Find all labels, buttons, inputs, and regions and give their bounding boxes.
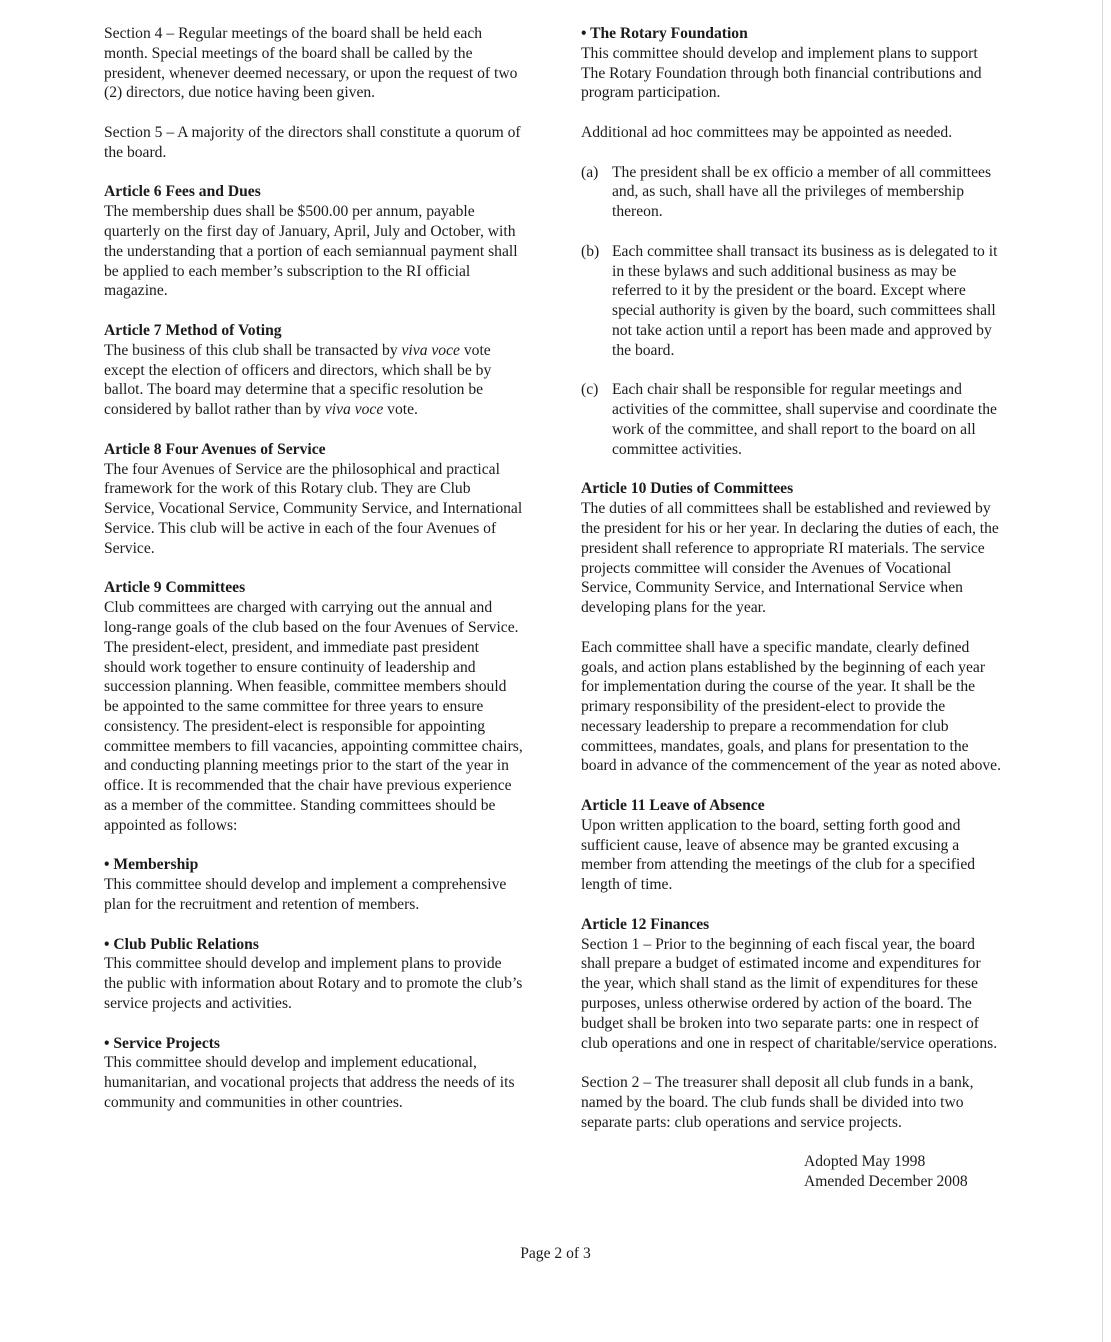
article-11-body: Upon written application to the board, setting forth good and sufficient cause, leave of absence may be granted excusing a member from attending the meetings of the club for a specified length of time. — [581, 816, 976, 894]
adopted-date: Adopted May 1998 — [804, 1153, 926, 1171]
list-item — [581, 380, 1001, 459]
article-7-body-part2: vote except the election of officers and directors, which shall be by ballot. The board may determine that a specific resolution be considered by ballot rather than by — [104, 341, 492, 419]
left-column — [104, 24, 524, 1133]
viva-voce-term: viva voce — [401, 341, 460, 359]
article-9-title: Article 9 Committees — [104, 579, 246, 597]
viva-voce-term: viva voce — [324, 401, 384, 419]
committee-service-projects-body: This committee should develop and implement educational, humanitarian, and vocational projects that address the needs of its community and communities in other countries. — [104, 1054, 515, 1112]
article-7 — [104, 321, 524, 420]
article-12-section-2: Section 2 – The treasurer shall deposit all club funds in a bank, named by the board. The club funds shall be divided into two separate parts: club operations and service projects. — [581, 1074, 974, 1131]
page-number: Page 2 of 3 — [520, 1245, 591, 1262]
list-item-text: Each chair shall be responsible for regular meetings and activities of the committee, shall supervise and coordinate the work of the committee, and shall report to the board on all committee activities. — [612, 381, 997, 458]
right-column — [581, 24, 1001, 1192]
list-item — [581, 163, 1001, 222]
section-5-paragraph: Section 5 – A majority of the directors shall constitute a quorum of the board. — [104, 123, 521, 161]
committee-service-projects-title: • Service Projects — [104, 1034, 221, 1052]
article-10 — [581, 479, 1001, 618]
article-11 — [581, 796, 1001, 895]
committee-membership-title: • Membership — [104, 856, 199, 874]
adhoc-committees-paragraph: Additional ad hoc committees may be appointed as needed. — [581, 123, 953, 141]
article-8-title: Article 8 Four Avenues of Service — [104, 440, 326, 458]
list-item-label: (b) — [581, 242, 600, 260]
committee-membership — [104, 855, 524, 914]
scan-edge-line — [1102, 0, 1103, 1342]
adoption-note — [804, 1152, 1001, 1192]
amended-date: Amended December 2008 — [804, 1173, 968, 1191]
article-6-body: The membership dues shall be $500.00 per annum, payable quarterly on the first day of January, April, July and October, with the understanding that a portion of each semiannual payment shall be applied to each member’s subscription to the RI official magazine. — [104, 203, 518, 300]
article-10-body: The duties of all committees shall be established and reviewed by the president for his or her year. In declaring the duties of each, the president shall reference to appropriate RI materials. The service projects committee will consider the Avenues of Vocational Service, Community Service, and International Service when developing plans for the year. — [581, 500, 999, 617]
article-12-title: Article 12 Finances — [581, 915, 710, 933]
article-7-body-part1: The business of this club shall be transacted by — [104, 341, 402, 359]
article-6 — [104, 182, 524, 301]
list-item-text: The president shall be ex officio a member of all committees and, as such, shall have all the privileges of membership thereon. — [612, 163, 992, 221]
list-item — [581, 242, 1001, 361]
committee-rotary-foundation-title: • The Rotary Foundation — [581, 25, 748, 42]
article-7-title: Article 7 Method of Voting — [104, 321, 282, 339]
section-4-paragraph: Section 4 – Regular meetings of the board shall be held each month. Special meetings of the board shall be called by the president, whenever deemed necessary, or upon the request of two (2) directors, due notice having been given. — [104, 25, 518, 102]
article-10-paragraph-2: Each committee shall have a specific mandate, clearly defined goals, and action plans established by the beginning of each year for implementation during the course of the year. It shall be the primary responsibility of the president-elect to provide the necessary leadership to prepare a recommendation for club committees, mandates, goals, and plans for presentation to the board in advance of the commencement of the year as noted above. — [581, 638, 1001, 775]
committee-public-relations-body: This committee should develop and implement plans to provide the public with information about Rotary and to promote the club’s service projects and activities. — [104, 955, 523, 1013]
article-6-title: Article 6 Fees and Dues — [104, 183, 261, 201]
list-item-text: Each committee shall transact its business as is delegated to it in these bylaws and such additional business as may be referred to it by the president or the board. Except where special authority is given by the board, such committees shall not take action until a report has been made and approved by the board. — [612, 242, 998, 359]
list-item-label: (a) — [581, 163, 599, 181]
committee-public-relations-title: • Club Public Relations — [104, 935, 259, 953]
list-item-label: (c) — [581, 381, 599, 399]
article-9-body: Club committees are charged with carrying out the annual and long-range goals of the club based on the four Avenues of Service. The president-elect, president, and immediate past president should work together to ensure continuity of leadership and succession planning. When feasible, committee members should be appointed to the same committee for three years to ensure consistency. The president-elect is responsible for appointing committee members to fill vacancies, appointing committee chairs, and conducting planning meetings prior to the start of the year in office. It is recommended that the chair have previous experience as a member of the committee. Standing committees should be appointed as follows: — [104, 599, 523, 834]
committee-rotary-foundation — [581, 24, 1001, 103]
article-8 — [104, 440, 524, 559]
committee-membership-body: This committee should develop and implement a comprehensive plan for the recruitment and retention of members. — [104, 876, 507, 914]
committee-service-projects — [104, 1034, 524, 1113]
committee-rotary-foundation-body: This committee should develop and implement plans to support The Rotary Foundation through both financial contributions and program participation. — [581, 44, 982, 102]
article-7-body-part3: vote. — [383, 401, 418, 419]
article-8-body: The four Avenues of Service are the philosophical and practical framework for the work of this Rotary club. They are Club Service, Vocational Service, Community Service, and International Service. This club will be active in each of the four Avenues of Service. — [104, 460, 523, 557]
article-11-title: Article 11 Leave of Absence — [581, 797, 765, 815]
committee-public-relations — [104, 935, 524, 1014]
article-12-section-1: Section 1 – Prior to the beginning of each fiscal year, the board shall prepare a budget of estimated income and expenditures for the year, which shall stand as the limit of expenditures for these purposes, unless otherwise ordered by action of the board. The budget shall be broken into two separate parts: one in respect of club operations and one in respect of charitable/service operations. — [581, 935, 998, 1052]
article-9 — [104, 578, 524, 835]
article-12 — [581, 915, 1001, 1054]
article-10-title: Article 10 Duties of Committees — [581, 480, 794, 498]
